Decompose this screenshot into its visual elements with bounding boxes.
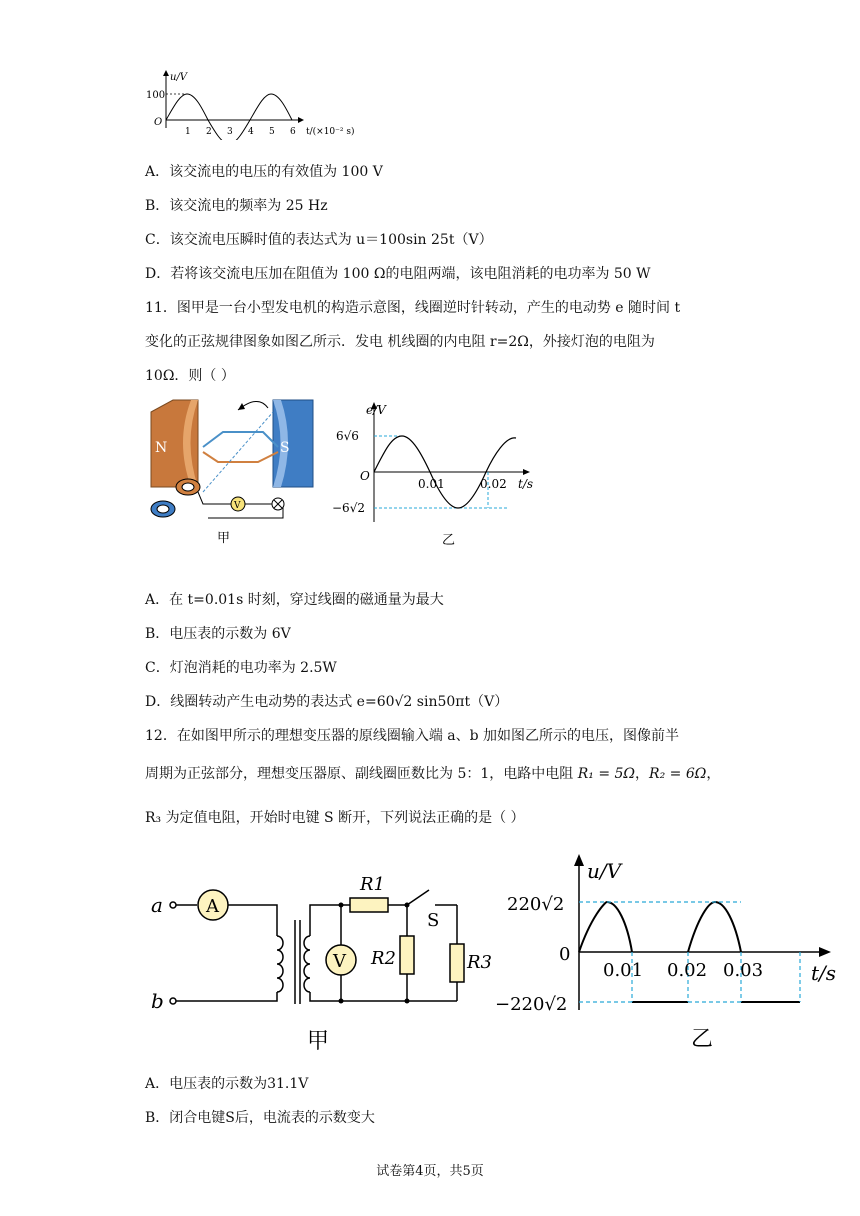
q12-graph-xlabel: t/s (811, 961, 837, 985)
q12-graph-ymin: −220√2 (495, 994, 568, 1015)
e-graph-ymin: −6√2 (332, 501, 365, 515)
q10-option-b: B．该交流电的频率为 25 Hz (145, 198, 328, 214)
top-graph-xlabel: t/(×10⁻² s) (306, 127, 355, 137)
q12-stem-line2-text: 周期为正弦部分，理想变压器原、副线圈匝数比为 5：1，电路中电阻 (145, 766, 578, 782)
q12-r1-value: R₁ = 5Ω (577, 766, 636, 782)
e-graph-xtick: 0.01 (418, 477, 445, 491)
u-t-graph-top (140, 68, 370, 140)
top-graph-ymax: 100 (146, 90, 166, 101)
figure-a-caption: 甲 (217, 531, 231, 546)
q12-graph-ymax: 220√2 (507, 894, 565, 915)
q12-stem-line2-end: ， (706, 766, 721, 782)
page-footer: 试卷第4页，共5页 (376, 1164, 484, 1179)
e-t-graph (330, 400, 540, 548)
top-graph-xtick: 1 (185, 127, 191, 137)
q10-option-c: C．该交流电压瞬时值的表达式为 u＝100sin 25t（V） (145, 232, 493, 248)
ammeter-label: A (206, 896, 219, 917)
q11-stem-line3: 10Ω．则（ ） (145, 368, 235, 384)
q11-option-a: A．在 t=0.01s 时刻，穿过线圈的磁通量为最大 (145, 592, 444, 608)
e-graph-origin: O (360, 469, 370, 483)
top-graph-xtick: 5 (269, 127, 275, 137)
r3-label: R3 (467, 952, 493, 973)
north-pole-label: N (155, 440, 168, 456)
transformer-circuit (145, 856, 495, 1056)
e-graph-xtick: 0.02 (480, 477, 507, 491)
q11-option-c: C．灯泡消耗的电功率为 2.5W (145, 660, 337, 676)
top-graph-ylabel: u/V (170, 72, 188, 83)
q12-r2-value: R₂ = 6Ω (649, 766, 707, 782)
q12-graph-xtick: 0.02 (667, 960, 708, 981)
q12-stem-line2 (145, 764, 720, 784)
q12-graph-caption: 乙 (691, 1027, 714, 1052)
q12-graph-origin: 0 (559, 944, 571, 965)
q12-sep: ， (635, 766, 650, 782)
q11-stem-line2: 变化的正弦规律图象如图乙所示．发电 机线圈的内电阻 r=2Ω，外接灯泡的电阻为 (145, 334, 655, 350)
e-graph-ylabel: e/V (366, 403, 386, 417)
voltmeter-label: V (234, 501, 241, 511)
q12-option-b: B．闭合电键S后，电流表的示数变大 (145, 1110, 375, 1126)
terminal-b-label: b (151, 989, 164, 1013)
top-graph-xtick: 6 (290, 127, 296, 137)
q10-option-a: A．该交流电的电压的有效值为 100 V (145, 164, 383, 180)
q12-stem-line1: 12．在如图甲所示的理想变压器的原线圈输入端 a、b 加如图乙所示的电压，图像前半 (145, 728, 680, 744)
q12-stem-line3: R₃ 为定值电阻，开始时电键 S 断开，下列说法正确的是（ ） (145, 810, 525, 826)
e-graph-xlabel: t/s (518, 477, 534, 491)
q11-stem-line1: 11．图甲是一台小型发电机的构造示意图，线圈逆时针转动，产生的电动势 e 随时间 t (145, 300, 681, 316)
circuit-caption: 甲 (307, 1029, 330, 1054)
south-pole-label: S (280, 440, 290, 456)
terminal-a-label: a (151, 893, 163, 917)
top-graph-xtick: 4 (248, 127, 254, 137)
e-graph-ymax: 6√6 (336, 429, 359, 443)
q12-graph-xtick: 0.03 (723, 960, 764, 981)
q12-graph-ylabel: u/V (587, 859, 622, 883)
q12-graph-xtick: 0.01 (603, 960, 644, 981)
q10-option-d: D．若将该交流电压加在阻值为 100 Ω的电阻两端，该电阻消耗的电功率为 50 W (145, 266, 651, 282)
u-t-graph-q12 (495, 852, 840, 1056)
switch-label: S (427, 910, 440, 931)
generator-diagram (143, 392, 328, 552)
top-graph-origin: O (154, 117, 163, 128)
q12-option-a: A．电压表的示数为31.1V (145, 1076, 309, 1092)
r1-label: R1 (360, 874, 386, 895)
r2-label: R2 (371, 948, 397, 969)
figure-b-caption: 乙 (442, 533, 456, 548)
voltmeter-symbol: V (333, 951, 346, 972)
q11-option-d: D．线圈转动产生电动势的表达式 e=60√2 sin50πt（V） (145, 694, 509, 710)
top-graph-xtick: 2 (206, 127, 212, 137)
q11-option-b: B．电压表的示数为 6V (145, 626, 291, 642)
top-graph-xtick: 3 (227, 127, 233, 137)
